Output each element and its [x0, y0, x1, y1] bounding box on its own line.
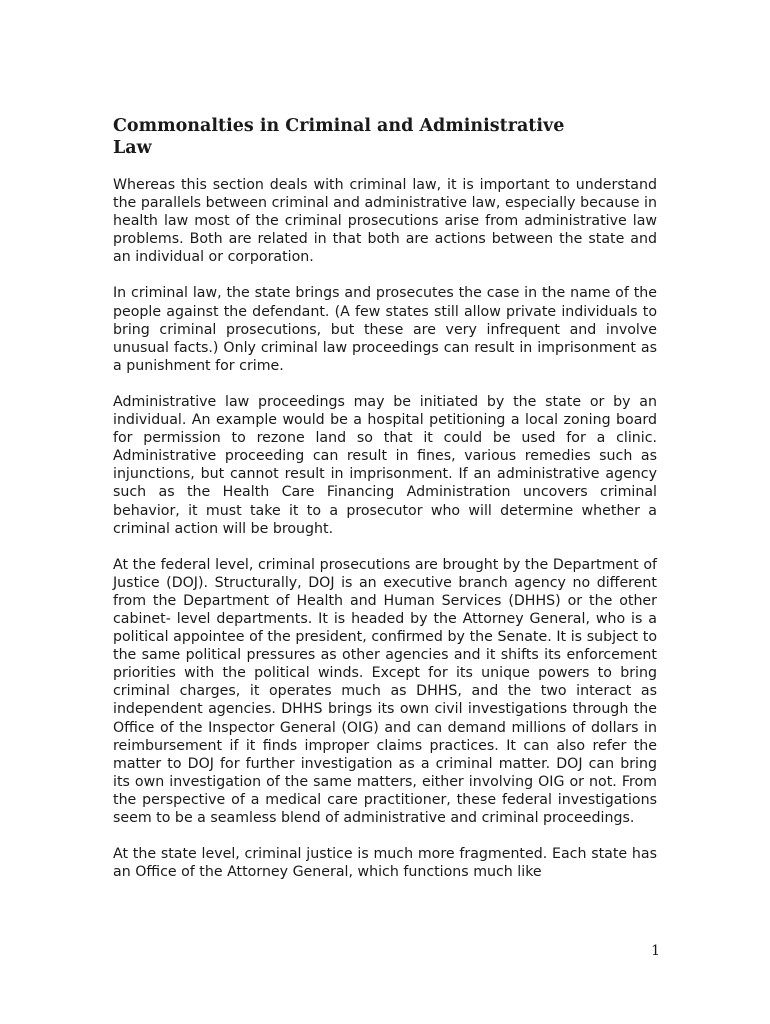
- paragraph-federal-level: At the federal level, criminal prosecutions are brought by the Department of Justice (DOJ). Structurally, DOJ is an executive branch agency no different from the Department of Health and Human Services (DHHS) or the other cabinet- level departments. It is headed by the Attorney General, who is a political appointee of the president, confirmed by the Senate. It is subject to the same political pressures as other agencies and it shifts its enforcement priorities with the political winds. Except for its unique powers to bring criminal charges, it operates much as DHHS, and the two interact as independent agencies. DHHS brings its own civil investigations through the Office of the Inspector General (OIG) and can demand millions of dollars in reimbursement if it finds improper claims practices. It can also refer the matter to DOJ for further investigation as a criminal matter. DOJ can bring its own investigation of the same matters, either involving OIG or not. From the perspective of a medical care practitioner, these federal investigations seem to be a seamless blend of administrative and criminal proceedings.: [113, 556, 657, 826]
- page-number: 1: [651, 943, 660, 959]
- section-title: Commonalties in Criminal and Administrative Law: [113, 116, 565, 158]
- paragraph-administrative-law: Administrative law proceedings may be initiated by the state or by an individual. An example would be a hospital petitioning a local zoning board for permission to rezone land so that it could be used for a clinic. Administrative proceeding can result in fines, various remedies such as injunctions, but cannot result in imprisonment. If an administrative agency such as the Health Care Financing Administration uncovers criminal behavior, it must take it to a prosecutor who will determine whether a criminal action will be brought.: [113, 393, 657, 537]
- document-body: [113, 176, 657, 899]
- paragraph-state-level: At the state level, criminal justice is much more fragmented. Each state has an Office of the Attorney General, which functions much like: [113, 846, 657, 881]
- paragraph-criminal-administrative-parallels: Whereas this section deals with criminal law, it is important to understand the parallels between criminal and administrative law, especially because in health law most of the criminal prosecutions arise from administrative law problems. Both are related in that both are actions between the state and an individual or corporation.: [113, 177, 657, 266]
- paragraph-criminal-law: In criminal law, the state brings and prosecutes the case in the name of the people against the defendant. (A few states still allow private individuals to bring criminal prosecutions, but these are very infrequent and involve unusual facts.) Only criminal law proceedings can result in imprisonment as a punishment for crime.: [113, 285, 657, 374]
